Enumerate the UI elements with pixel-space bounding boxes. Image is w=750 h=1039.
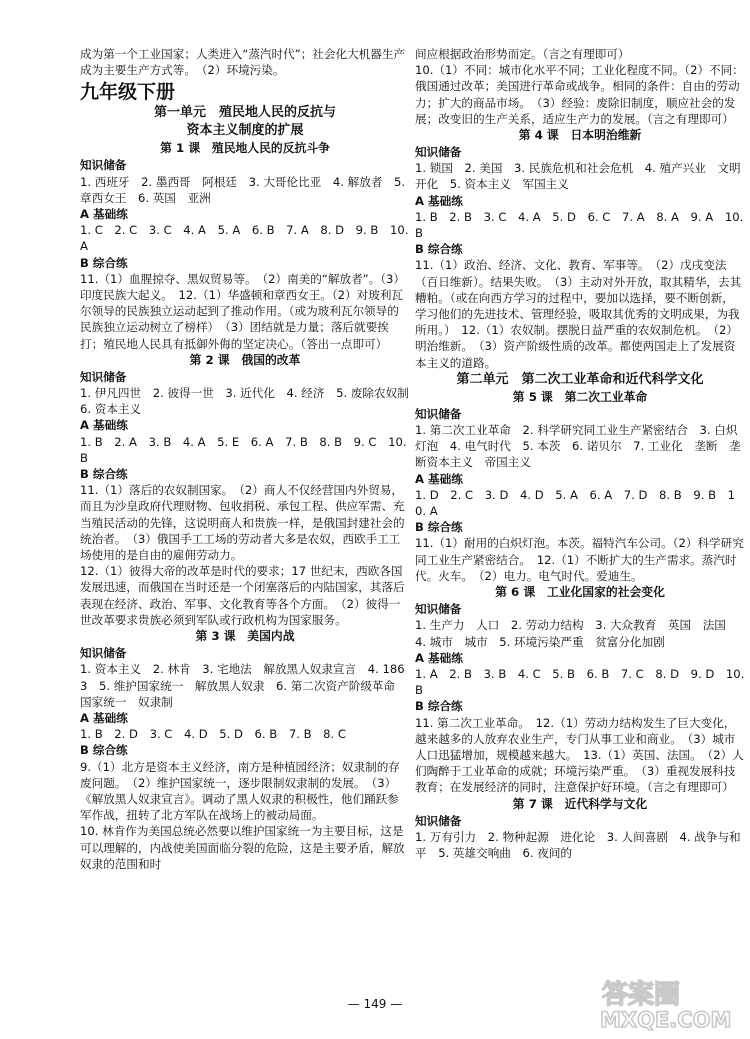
lesson-title: 第 5 课 第二次工业革命 bbox=[512, 389, 648, 404]
lesson-title: 第 6 课 工业化国家的社会变化 bbox=[495, 585, 665, 600]
page-number: — 149 — bbox=[347, 997, 403, 1011]
paragraph: 1. C 2. C 3. C 4. A 5. A 6. B 7. A 8. D 9. B 10. A bbox=[80, 223, 409, 254]
paragraph: 1. A 2. B 3. B 4. C 5. B 6. B 7. C 8. D 9. D 10. B bbox=[415, 666, 745, 698]
section-label: B 综合练 bbox=[415, 699, 463, 714]
section-label: A 基础练 bbox=[415, 193, 463, 208]
paragraph: 12.（1）彼得大帝的改革是时代的要求；17 世纪末，西欧各国发展迅速，而俄国在当时还是一个闭塞落后的内陆国家，其落后表现在经济、政治、军事、文化教育等各个方面。 （2）彼得一世改革要求贵族必须到军队或行政机构为国家服务。 bbox=[80, 564, 405, 627]
left-column bbox=[80, 46, 421, 872]
section-label: A 基础练 bbox=[80, 207, 128, 222]
watermark-logo bbox=[594, 973, 734, 1033]
watermark-cn: 答案圈 bbox=[602, 980, 681, 1010]
section-label: 知识储备 bbox=[415, 145, 462, 160]
section-label: A 基础练 bbox=[80, 710, 128, 725]
paragraph: 11.（1）政治、经济、文化、教育、军事等。 （2）戊戌变法（百日维新）。结果失败。 （3）主动对外开放，取其精华，去其糟粕。（或在向西方学习的过程中，要加以选择，要不断创新，学习他们的先进技术、管理经验，吸取其优秀的文明成果，为我所用。） 12.（1）农奴制。摆脱日益严重的农奴制危机。 （2）明治维新。 （3）资产阶级性质的改革。都使两国走上了发展资本主义的道路。 bbox=[415, 258, 742, 370]
paragraph: 成为第一个工业国家；人类进入“蒸汽时代”；社会化大机器生产成为主要生产方式等。 （2）环境污染。 bbox=[80, 47, 406, 78]
paragraph: 1. 伊凡四世 2. 彼得一世 3. 近代化 4. 经济 5. 废除农奴制 6. 资本主义 bbox=[80, 386, 421, 417]
paragraph: 1. 西班牙 2. 墨西哥 阿根廷 3. 大哥伦比亚 4. 解放者 5. 章西女王 6. 英国 亚洲 bbox=[80, 174, 406, 205]
paragraph: 1. 生产力 人口 2. 劳动力结构 3. 大众教育 英国 法国 4. 城市 城市 5. 环境污染严重 贫富分化加剧 bbox=[415, 618, 738, 649]
paragraph: 1. 资本主义 2. 林肯 3. 宅地法 解放黑人奴隶宣言 4. 1863 5. 维护国家统一 解放黑人奴隶 6. 第二次资产阶级革命 国家统一 奴隶制 bbox=[80, 662, 407, 709]
paragraph: 1. B 2. D 3. C 4. D 5. D 6. B 7. B 8. C bbox=[80, 727, 346, 742]
paragraph: 11.（1）落后的农奴制国家。 （2）商人不仅经营国内外贸易，而且为沙皇政府代理财物、包收捐税、承包工程、供应军需、充当殖民活动的先锋，这说明商人和贵族一样，是俄国封建社会的统治者。 （3）俄国手工工场的劳动者大多是农奴，西欧手工工场使用的是自由的雇佣劳动力。 bbox=[80, 483, 405, 563]
section-label: 知识储备 bbox=[415, 813, 462, 828]
paragraph: 1. B 2. A 3. B 4. A 5. E 6. A 7. B 8. B 9. C 10. B bbox=[80, 434, 407, 465]
section-label: B 综合练 bbox=[415, 242, 463, 257]
section-label: A 基础练 bbox=[415, 471, 463, 486]
section-label: A 基础练 bbox=[80, 418, 128, 433]
lesson-title: 第 3 课 美国内战 bbox=[195, 629, 295, 644]
right-column bbox=[415, 46, 745, 861]
paragraph: 9.（1）北方是资本主义经济，南方是种植园经济；奴隶制的存废问题。 （2）维护国家统一，逐步限制奴隶制的发展。 （3）《解放黑人奴隶宣言》。调动了黑人奴隶的积极性，他们踊跃参军作战，扭转了北方军队在战场上的被动局面。 bbox=[80, 759, 400, 823]
paragraph: 1. 第二次工业革命 2. 科学研究同工业生产紧密结合 3. 白炽灯泡 4. 电气时代 5. 本茨 6. 诺贝尔 7. 工业化 垄断 垄断资本主义 帝国主义 bbox=[415, 423, 741, 470]
lesson-title: 第 4 课 日本明治维新 bbox=[518, 128, 642, 143]
section-label: 知识储备 bbox=[415, 602, 462, 617]
section-label: A 基础练 bbox=[415, 650, 463, 665]
section-label: B 综合练 bbox=[80, 255, 128, 270]
unit-title: 第一单元 殖民地人民的反抗与 bbox=[153, 105, 336, 121]
lesson-title: 第 7 课 近代科学与文化 bbox=[512, 796, 648, 811]
paragraph: 11. 第二次工业革命。 12.（1）劳动力结构发生了巨大变化，越来越多的人放弃农业生产，专门从事工业和商业。 （3）城市人口迅猛增加，规模越来越大。 13.（1）英国、法国。 （2）人们陶醉于工业革命的成就；环境污染严重。 （3）重视发展科技教育；在发展经济的同时，注意保护好环境。（言之有理即可） bbox=[415, 715, 744, 795]
paragraph: 1. B 2. B 3. C 4. A 5. D 6. C 7. A 8. A 9. A 10. B bbox=[415, 209, 744, 241]
section-label: B 综合练 bbox=[415, 520, 463, 535]
unit-title: 第二单元 第二次工业革命和近代科学文化 bbox=[456, 371, 704, 387]
section-label: 知识储备 bbox=[415, 406, 462, 421]
paragraph: 10. 林肯作为美国总统必然要以维护国家统一为主要目标，这是可以理解的，内战使美国面临分裂的危险，这是主要矛盾，解放奴隶的范围和时 bbox=[80, 824, 405, 871]
paragraph: 1. 锁国 2. 美国 3. 民族危机和社会危机 4. 殖产兴业 文明开化 5. 资本主义 军国主义 bbox=[415, 161, 741, 192]
watermark-en: MXQE.COM bbox=[600, 1008, 732, 1032]
lesson-title: 第 1 课 殖民地人民的反抗斗争 bbox=[160, 141, 330, 156]
section-label: 知识储备 bbox=[80, 646, 127, 661]
paragraph: 1. 万有引力 2. 物种起源 进化论 3. 人间喜剧 4. 战争与和平 5. 英雄交响曲 6. 夜间的 bbox=[415, 829, 741, 860]
paragraph: 11.（1）血腥掠夺、黑奴贸易等。 （2）南美的“解放者”。（3）印度民族大起义。 12.（1）华盛顿和章西女王。（2）对玻利瓦尔领导的民族独立运动起到了推动作用。（或为玻利瓦尔领导的民族独立运动树立了榜样） （3）团结就是力量；落后就要挨打；殖民地人民具有抵御外侮的坚定决心。（答出一点即可） bbox=[80, 271, 406, 351]
lesson-title: 第 2 课 俄国的改革 bbox=[189, 352, 301, 367]
grade-title: 九年级下册 bbox=[80, 81, 176, 104]
section-label: B 综合练 bbox=[80, 467, 128, 482]
section-label: 知识储备 bbox=[80, 369, 127, 384]
unit-title: 资本主义制度的扩展 bbox=[186, 123, 304, 139]
paragraph: 10.（1）不同：城市化水平不同；工业化程度不同。（2）不同：俄国通过改革；美国进行革命或战争。相同的条件：自由的劳动力；扩大的商品市场。 （3）经验：废除旧制度，顺应社会的发展；改变旧的生产关系，适应生产力的发展。（言之有理即可） bbox=[415, 63, 744, 126]
section-label: 知识储备 bbox=[80, 158, 127, 173]
paragraph: 11.（1）耐用的白炽灯泡。本茨。福特汽车公司。（2）科学研究同工业生产紧密结合。 12.（1）不断扩大的生产需求。蒸汽时代。火车。 （2）电力。电气时代。爱迪生。 bbox=[415, 536, 744, 583]
section-label: B 综合练 bbox=[80, 743, 128, 758]
paragraph: 1. D 2. C 3. D 4. D 5. A 6. A 7. D 8. B 9. B 10. A bbox=[415, 487, 736, 519]
paragraph: 间应根据政治形势而定。（言之有理即可） bbox=[415, 47, 630, 61]
